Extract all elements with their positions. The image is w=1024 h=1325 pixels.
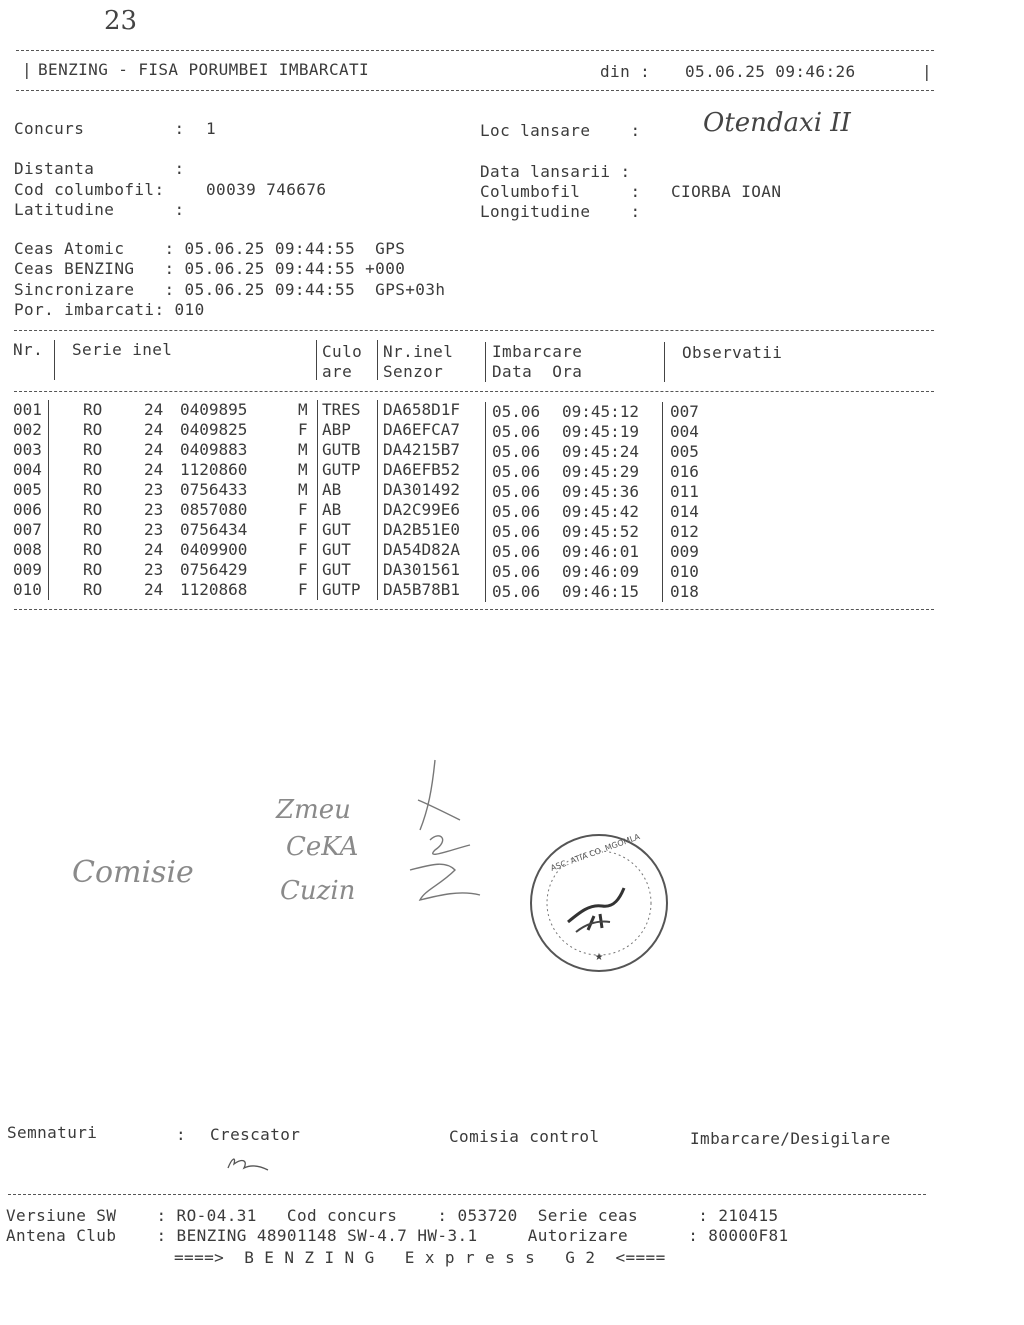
imbarcare-desigilare-label: Imbarcare/Desigilare xyxy=(690,1129,891,1148)
cell-senzor: DA2C99E6 xyxy=(383,500,461,519)
columbofil-label: Columbofil : xyxy=(480,182,641,201)
cell-data: 05.06 xyxy=(492,462,541,481)
header-divider-5 xyxy=(664,342,665,382)
cell-tara: RO xyxy=(83,420,103,439)
cell-sex: F xyxy=(298,500,308,519)
cell-obs: 004 xyxy=(670,422,699,441)
svg-text:★: ★ xyxy=(594,952,604,963)
cell-sex: M xyxy=(298,440,308,459)
col-header-observatii: Observatii xyxy=(682,343,783,362)
cell-senzor: DA658D1F xyxy=(383,400,461,419)
cell-culoare: GUTP xyxy=(322,460,361,479)
cell-sex: F xyxy=(298,520,308,539)
cell-obs: 007 xyxy=(670,402,699,421)
antena-line: Antena Club : BENZING 48901148 SW-4.7 HW-3.1 Autorizare : 80000F81 xyxy=(6,1226,789,1245)
cell-tara: RO xyxy=(83,500,103,519)
table-top-rule xyxy=(14,330,934,331)
signature-scribbles xyxy=(380,750,500,930)
handwritten-name-1: Zmeu xyxy=(276,795,351,825)
cell-inel: 0409895 xyxy=(180,400,248,419)
cell-inel: 0409883 xyxy=(180,440,248,459)
header-divider-1 xyxy=(54,340,55,380)
cell-inel: 0409900 xyxy=(180,540,248,559)
body-divider-obs xyxy=(662,402,663,602)
crescator-label: Crescator xyxy=(210,1125,301,1144)
columbofil-value: CIORBA IOAN xyxy=(671,182,782,201)
handwritten-comisie: Comisie xyxy=(72,855,194,890)
cell-data: 05.06 xyxy=(492,482,541,501)
cell-ora: 09:46:01 xyxy=(562,542,640,561)
cell-sex: F xyxy=(298,420,308,439)
cell-an: 24 xyxy=(144,540,164,559)
loc-lansare-handwritten: Otendaxi II xyxy=(703,108,851,138)
cell-culoare: ABP xyxy=(322,420,351,439)
cell-an: 24 xyxy=(144,400,164,419)
cell-culoare: TRES xyxy=(322,400,361,419)
cell-culoare: GUT xyxy=(322,540,351,559)
cell-nr: 009 xyxy=(13,560,42,579)
cell-an: 24 xyxy=(144,460,164,479)
cell-senzor: DA6EFCA7 xyxy=(383,420,461,439)
cell-ora: 09:45:42 xyxy=(562,502,640,521)
stamp-text: ASC. ATIA CO. MGOMLA xyxy=(549,832,642,873)
col-header-are: are xyxy=(322,362,353,381)
cell-data: 05.06 xyxy=(492,542,541,561)
cell-data: 05.06 xyxy=(492,502,541,521)
body-divider-data xyxy=(485,402,486,602)
col-header-culo: Culo xyxy=(322,342,363,361)
cell-ora: 09:45:24 xyxy=(562,442,640,461)
col-header-nr: Nr. xyxy=(13,340,44,359)
cell-an: 23 xyxy=(144,560,164,579)
cell-sex: M xyxy=(298,460,308,479)
body-divider-senzor xyxy=(377,400,378,600)
col-header-data-ora: Data Ora xyxy=(492,362,583,381)
cell-an: 23 xyxy=(144,480,164,499)
header-right-bar: | xyxy=(922,62,933,81)
cell-nr: 003 xyxy=(13,440,42,459)
cell-ora: 09:45:29 xyxy=(562,462,640,481)
cell-senzor: DA301492 xyxy=(383,480,461,499)
crescator-signature xyxy=(222,1150,272,1180)
cell-culoare: GUTB xyxy=(322,440,361,459)
cell-culoare: AB xyxy=(322,480,342,499)
express-line: ====> B E N Z I N G E x p r e s s G 2 <==== xyxy=(174,1248,666,1267)
cell-sex: F xyxy=(298,540,308,559)
cell-senzor: DA6EFB52 xyxy=(383,460,461,479)
cell-nr: 005 xyxy=(13,480,42,499)
versiune-line: Versiune SW : RO-04.31 Cod concurs : 053720 Serie ceas : 210415 xyxy=(6,1206,779,1225)
header-top-rule xyxy=(16,50,934,51)
ceas-atomic-line: Ceas Atomic : 05.06.25 09:44:55 GPS xyxy=(14,239,406,258)
cell-ora: 09:45:12 xyxy=(562,402,640,421)
cell-data: 05.06 xyxy=(492,422,541,441)
cell-nr: 004 xyxy=(13,460,42,479)
header-din-label: din : xyxy=(600,62,651,81)
handwritten-name-2: CeKA xyxy=(286,832,359,862)
header-title: BENZING - FISA PORUMBEI IMBARCATI xyxy=(38,60,370,79)
handwritten-page-number: 23 xyxy=(104,6,138,36)
cell-sex: F xyxy=(298,580,308,599)
col-header-nr-inel: Nr.inel xyxy=(383,342,454,361)
cell-inel: 0409825 xyxy=(180,420,248,439)
header-bottom-rule xyxy=(16,90,934,91)
cell-inel: 1120860 xyxy=(180,460,248,479)
cell-ora: 09:45:52 xyxy=(562,522,640,541)
cell-nr: 002 xyxy=(13,420,42,439)
longitudine-label: Longitudine : xyxy=(480,202,641,221)
cell-senzor: DA2B51E0 xyxy=(383,520,461,539)
cell-data: 05.06 xyxy=(492,442,541,461)
cell-senzor: DA4215B7 xyxy=(383,440,461,459)
cell-obs: 012 xyxy=(670,522,699,541)
distanta-label: Distanta : xyxy=(14,159,185,178)
cell-inel: 1120868 xyxy=(180,580,248,599)
cell-an: 24 xyxy=(144,440,164,459)
cell-tara: RO xyxy=(83,520,103,539)
cell-data: 05.06 xyxy=(492,582,541,601)
cell-tara: RO xyxy=(83,540,103,559)
cod-columbofil-value: 00039 746676 xyxy=(206,180,327,199)
concurs-value: 1 xyxy=(206,119,217,138)
cell-tara: RO xyxy=(83,480,103,499)
cell-tara: RO xyxy=(83,580,103,599)
header-left-bar: | xyxy=(22,60,33,79)
table-bottom-rule xyxy=(14,609,934,610)
cell-tara: RO xyxy=(83,400,103,419)
cell-nr: 008 xyxy=(13,540,42,559)
cell-ora: 09:45:36 xyxy=(562,482,640,501)
cell-data: 05.06 xyxy=(492,562,541,581)
cell-obs: 009 xyxy=(670,542,699,561)
body-divider-culoare xyxy=(317,400,318,600)
cell-obs: 014 xyxy=(670,502,699,521)
cell-obs: 011 xyxy=(670,482,699,501)
cell-nr: 006 xyxy=(13,500,42,519)
data-lansarii-label: Data lansarii : xyxy=(480,162,631,181)
cell-culoare: GUT xyxy=(322,520,351,539)
cell-tara: RO xyxy=(83,460,103,479)
signatures-colon: : xyxy=(176,1125,187,1144)
cell-obs: 005 xyxy=(670,442,699,461)
cell-an: 23 xyxy=(144,520,164,539)
header-divider-2 xyxy=(316,340,317,380)
cell-sex: M xyxy=(298,480,308,499)
cell-inel: 0756434 xyxy=(180,520,248,539)
cell-obs: 010 xyxy=(670,562,699,581)
cell-an: 24 xyxy=(144,580,164,599)
handwritten-name-3: Cuzin xyxy=(280,876,356,906)
cod-columbofil-label: Cod columbofil: xyxy=(14,180,165,199)
body-divider-nr xyxy=(48,400,49,600)
cell-obs: 018 xyxy=(670,582,699,601)
cell-data: 05.06 xyxy=(492,402,541,421)
footer-rule xyxy=(8,1194,926,1195)
col-header-senzor: Senzor xyxy=(383,362,444,381)
cell-inel: 0857080 xyxy=(180,500,248,519)
concurs-label: Concurs : xyxy=(14,119,185,138)
cell-nr: 001 xyxy=(13,400,42,419)
cell-senzor: DA301561 xyxy=(383,560,461,579)
table-header-rule xyxy=(14,391,934,392)
cell-sex: F xyxy=(298,560,308,579)
comisia-control-label: Comisia control xyxy=(449,1127,600,1146)
cell-senzor: DA5B78B1 xyxy=(383,580,461,599)
cell-nr: 007 xyxy=(13,520,42,539)
cell-an: 24 xyxy=(144,420,164,439)
cell-sex: M xyxy=(298,400,308,419)
cell-culoare: GUT xyxy=(322,560,351,579)
cell-culoare: AB xyxy=(322,500,342,519)
sincronizare-line: Sincronizare : 05.06.25 09:44:55 GPS+03h xyxy=(14,280,446,299)
col-header-serie-inel: Serie inel xyxy=(72,340,173,359)
cell-ora: 09:45:19 xyxy=(562,422,640,441)
cell-obs: 016 xyxy=(670,462,699,481)
cell-ora: 09:46:15 xyxy=(562,582,640,601)
cell-nr: 010 xyxy=(13,580,42,599)
header-din-value: 05.06.25 09:46:26 xyxy=(685,62,856,81)
cell-tara: RO xyxy=(83,560,103,579)
header-divider-3 xyxy=(377,340,378,380)
latitudine-label: Latitudine : xyxy=(14,200,185,219)
cell-inel: 0756429 xyxy=(180,560,248,579)
loc-lansare-label: Loc lansare : xyxy=(480,121,641,140)
cell-culoare: GUTP xyxy=(322,580,361,599)
por-imbarcati-line: Por. imbarcati: 010 xyxy=(14,300,205,319)
cell-data: 05.06 xyxy=(492,522,541,541)
header-divider-4 xyxy=(485,342,486,382)
col-header-imbarcare: Imbarcare xyxy=(492,342,583,361)
cell-senzor: DA54D82A xyxy=(383,540,461,559)
cell-inel: 0756433 xyxy=(180,480,248,499)
cell-an: 23 xyxy=(144,500,164,519)
cell-tara: RO xyxy=(83,440,103,459)
signatures-label: Semnaturi xyxy=(7,1123,98,1142)
cell-ora: 09:46:09 xyxy=(562,562,640,581)
ceas-benzing-line: Ceas BENZING : 05.06.25 09:44:55 +000 xyxy=(14,259,406,278)
